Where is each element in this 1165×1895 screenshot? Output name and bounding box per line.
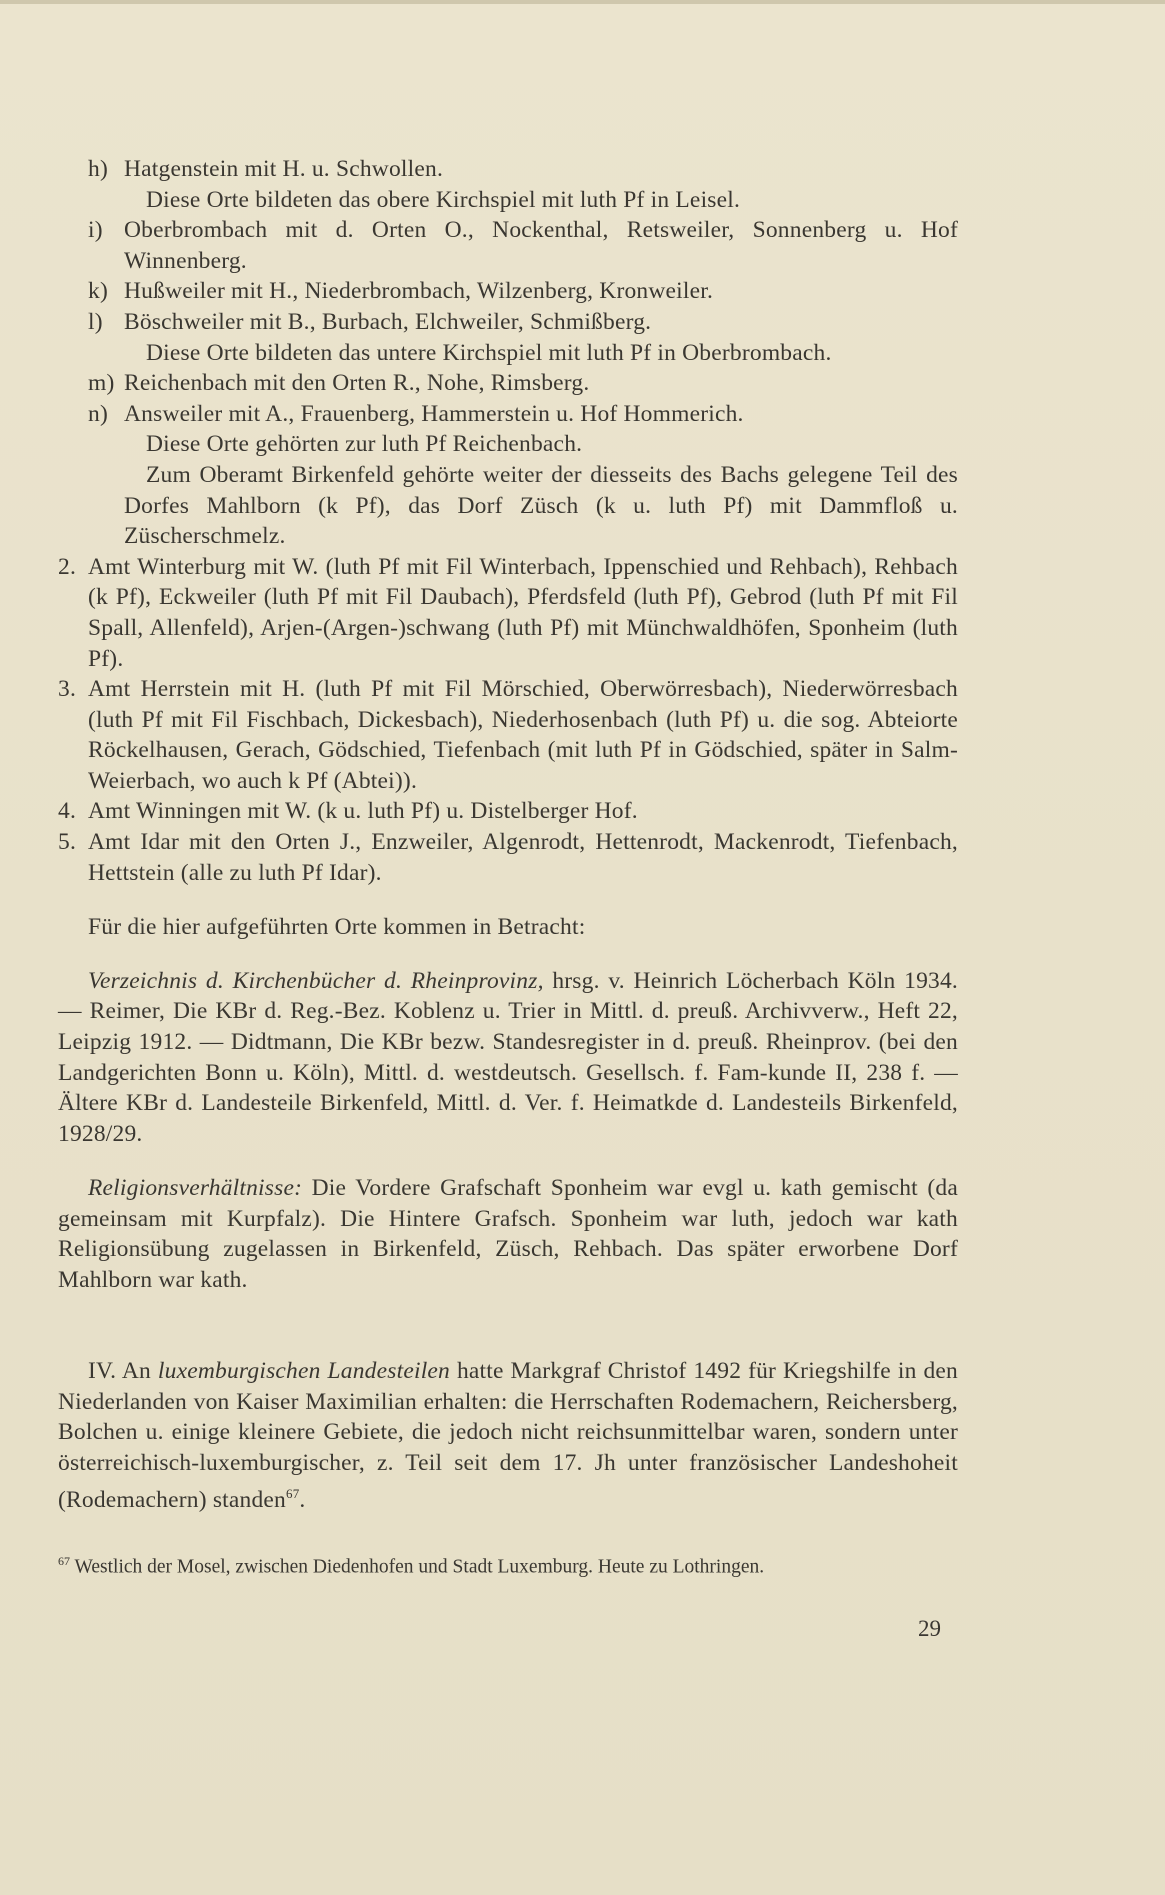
item-label: i) <box>88 217 103 244</box>
religion-heading: Religionsverhältnisse: <box>88 1174 303 1201</box>
item-label: 3. <box>58 676 77 703</box>
lux-heading: luxemburgischen Landesteilen <box>157 1358 451 1385</box>
footnote-ref: 67 <box>286 1485 300 1501</box>
sources-body: hrsg. v. Heinrich Löcherbach Köln 1934. — Reimer, Die KBr d. Reg.-Bez. Koblenz u. Trier in Mittl. d. preuß. Archivverw., Heft 22, Leipzig 1912. — Didtmann, Die KBr bezw. Standesregister in d. preuß. Rheinprov. (bei den Landgerichten Bonn u. Köln), Mittl. d. westdeutsch. Gesellsch. f. Fam-kunde II, 238 f. — Ältere KBr d. Landesteile Birkenfeld, Mittl. d. Ver. f. Heimatkde d. Landesteils Birkenfeld, 1928/29. <box>58 967 958 1147</box>
footnote <box>58 1548 958 1581</box>
main-text <box>58 154 958 1539</box>
list-item-l <box>58 307 958 338</box>
numbered-item-4 <box>58 796 958 827</box>
list-item-i <box>58 215 958 276</box>
list-item-m <box>58 368 958 399</box>
note-untere-kirchspiel: Diese Orte bildeten das untere Kirchspiel mit luth Pf in Oberbrombach. <box>146 339 832 366</box>
item-label: n) <box>88 400 108 427</box>
list-item-k <box>58 276 958 307</box>
item-label: h) <box>88 156 108 182</box>
sources-paragraph <box>58 966 958 1150</box>
spacer <box>58 1319 958 1333</box>
item-label: 2. <box>58 553 77 580</box>
sources-title: Verzeichnis d. Kirchenbücher d. Rheinprovinz, <box>88 967 544 994</box>
footnote-number: 67 <box>58 1554 70 1568</box>
item-label: l) <box>88 308 103 335</box>
item-text: Hatgenstein mit H. u. Schwollen. <box>124 156 444 182</box>
item-text: Amt Idar mit den Orten J., Enzweiler, Algenrodt, Hettenrodt, Mackenrodt, Tiefenbach, Hettstein (alle zu luth Pf Idar). <box>88 829 958 886</box>
footnote-text: Westlich der Mosel, zwischen Diedenhofen und Stadt Luxemburg. Heute zu Lothringen. <box>70 1556 765 1578</box>
numbered-item-2 <box>58 552 958 674</box>
sources-intro: Für die hier aufgeführten Orte kommen in Betracht: <box>88 913 586 940</box>
item-label: k) <box>88 278 108 305</box>
page-number: 29 <box>918 1616 941 1641</box>
item-text: Oberbrombach mit d. Orten O., Nockenthal, Retsweiler, Sonnenberg u. Hof Winnenberg. <box>124 217 958 274</box>
item-text: Answeiler mit A., Frauenberg, Hammerstein u. Hof Hommerich. <box>124 400 744 427</box>
lux-body: hatte Markgraf Christof 1492 für Kriegshilfe in den Niederlanden von Kaiser Maximilian erhalten: die Herrschaften Rodemachern, Reichersberg, Bolchen u. einige kleinere Gebiete, die jedoch nicht reichsunmittelbar waren, sondern unter österreichisch-luxemburgischer, z. Teil seit dem 17. Jh unter französischer Landeshoheit (Rodemachern) standen <box>58 1358 958 1513</box>
item-text: Reichenbach mit den Orten R., Nohe, Rimsberg. <box>124 370 590 397</box>
note-oberamt-birkenfeld: Zum Oberamt Birkenfeld gehörte weiter der diesseits des Bachs gelegene Teil des Dorfes Mahlborn (k Pf), das Dorf Züsch (k u. luth Pf) mit Dammfloß u. Züscherschmelz. <box>124 461 958 550</box>
item-text: Amt Herrstein mit H. (luth Pf mit Fil Mörschied, Oberwörresbach), Niederwörresbach (luth Pf mit Fil Fischbach, Dickesbach), Niederhosenbach (luth Pf) u. die sog. Abteiorte Röckelhausen, Gerach, Gödschied, Tiefenbach (mit luth Pf in Gödschied, später in Salm-Weierbach, wo auch k Pf (Abtei)). <box>88 676 958 794</box>
numbered-item-3 <box>58 674 958 796</box>
item-label: 4. <box>58 798 77 825</box>
lux-start: IV. An <box>88 1358 158 1385</box>
note-obere-kirchspiel: Diese Orte bildeten das obere Kirchspiel mit luth Pf in Leisel. <box>146 186 741 213</box>
item-text: Hußweiler mit H., Niederbrombach, Wilzenberg, Kronweiler. <box>124 278 714 305</box>
item-label: 5. <box>58 829 77 856</box>
top-edge-line <box>0 0 1165 4</box>
list-item-n <box>58 399 958 430</box>
luxembourg-paragraph <box>58 1356 958 1515</box>
item-label: m) <box>88 370 115 397</box>
lux-end: . <box>299 1486 306 1513</box>
list-item-h <box>58 154 958 185</box>
religion-paragraph <box>58 1173 958 1295</box>
religion-body: Die Vordere Grafschaft Sponheim war evgl u. kath gemischt (da gemeinsam mit Kurpfalz). Die Hintere Grafsch. Sponheim war luth, jedoch war kath Religionsübung zugelassen in Birkenfeld, Züsch, Rehbach. Das später erworbene Dorf Mahlborn war kath. <box>58 1174 958 1293</box>
numbered-item-5 <box>58 827 958 888</box>
item-text: Böschweiler mit B., Burbach, Elchweiler, Schmißberg. <box>124 308 652 335</box>
note-reichenbach: Diese Orte gehörten zur luth Pf Reichenbach. <box>146 431 583 458</box>
item-text: Amt Winterburg mit W. (luth Pf mit Fil Winterbach, Ippenschied und Rehbach), Rehbach (k Pf), Eckweiler (luth Pf mit Fil Daubach), Pferdsfeld (luth Pf), Gebrod (luth Pf mit Fil Spall, Allenfeld), Arjen-(Argen-)schwang (luth Pf) mit Münchwaldhöfen, Sponheim (luth Pf). <box>88 553 958 672</box>
item-text: Amt Winningen mit W. (k u. luth Pf) u. Distelberger Hof. <box>88 798 638 825</box>
